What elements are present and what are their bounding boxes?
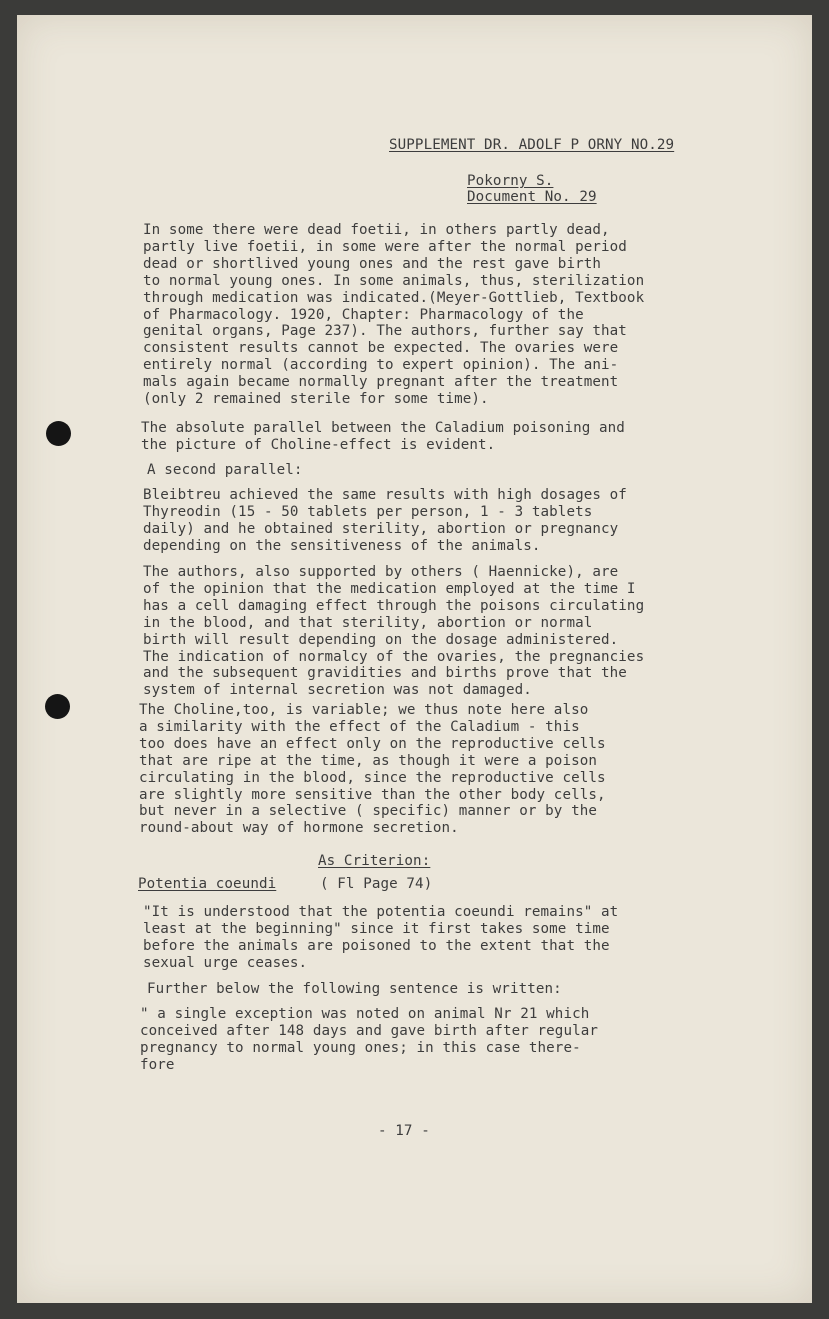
paragraph: The Choline,too, is variable; we thus note here also a similarity with the effect of the Caladium - this too does have an effect only on the reproductive cells that are ripe at the time, as though it were a poison circulating in the blood, since the reproductive cells are slightly more sensitive than the other body cells, but never in a selective ( specific) manner or by the round-about way of hormone secretion. <box>139 702 606 837</box>
paragraph: The absolute parallel between the Caladium poisoning and the picture of Choline-effect is evident. <box>141 420 625 453</box>
paragraph: A second parallel: <box>147 462 303 478</box>
paragraph: "It is understood that the potentia coeundi remains" at least at the beginning" since it first takes some time before the animals are poisoned to the extent that the sexual urge ceases. <box>143 904 619 971</box>
paragraph: " a single exception was noted on animal Nr 21 which conceived after 148 days and gave birth after regular pregnancy to normal young ones; in this case there- fore <box>140 1006 599 1073</box>
punch-hole-top <box>46 421 71 446</box>
criterion-reference: ( Fl Page 74) <box>320 876 433 892</box>
punch-hole-bottom <box>45 694 70 719</box>
supplement-header: SUPPLEMENT DR. ADOLF P ORNY NO.29 <box>389 137 675 153</box>
paragraph: Further below the following sentence is written: <box>147 981 562 997</box>
paragraph: Bleibtreu achieved the same results with high dosages of Thyreodin (15 - 50 tablets per person, 1 - 3 tablets daily) and he obtained sterility, abortion or pregnancy depending on the sensitiveness of the animals. <box>143 487 627 554</box>
paragraph: The authors, also supported by others ( Haennicke), are of the opinion that the medication employed at the time I has a cell damaging effect through the poisons circulating in the blood, and that sterility, abortion or normal birth will result depending on the dosage administered. The indication of normalcy of the ovaries, the pregnancies and the subsequent gravidities and births prove that the system of internal secretion was not damaged. <box>143 564 645 699</box>
paragraph: In some there were dead foetii, in others partly dead, partly live foetii, in some were after the normal period dead or shortlived young ones and the rest gave birth to normal young ones. In some animals, thus, sterilization through medication was indicated.(Meyer-Gottlieb, Textbook of Pharmacology. 1920, Chapter: Pharmacology of the genital organs, Page 237). The authors, further say that consistent results cannot be expected. The ovaries were entirely normal (according to expert opinion). The ani- mals again became normally pregnant after the treatment (only 2 remained sterile for some time). <box>143 222 645 408</box>
criterion-heading: As Criterion: <box>318 853 431 869</box>
page-number: - 17 - <box>378 1123 430 1139</box>
defendant-name: Pokorny S. <box>467 173 554 189</box>
criterion-label: Potentia coeundi <box>138 876 277 892</box>
document-number: Document No. 29 <box>467 189 597 205</box>
